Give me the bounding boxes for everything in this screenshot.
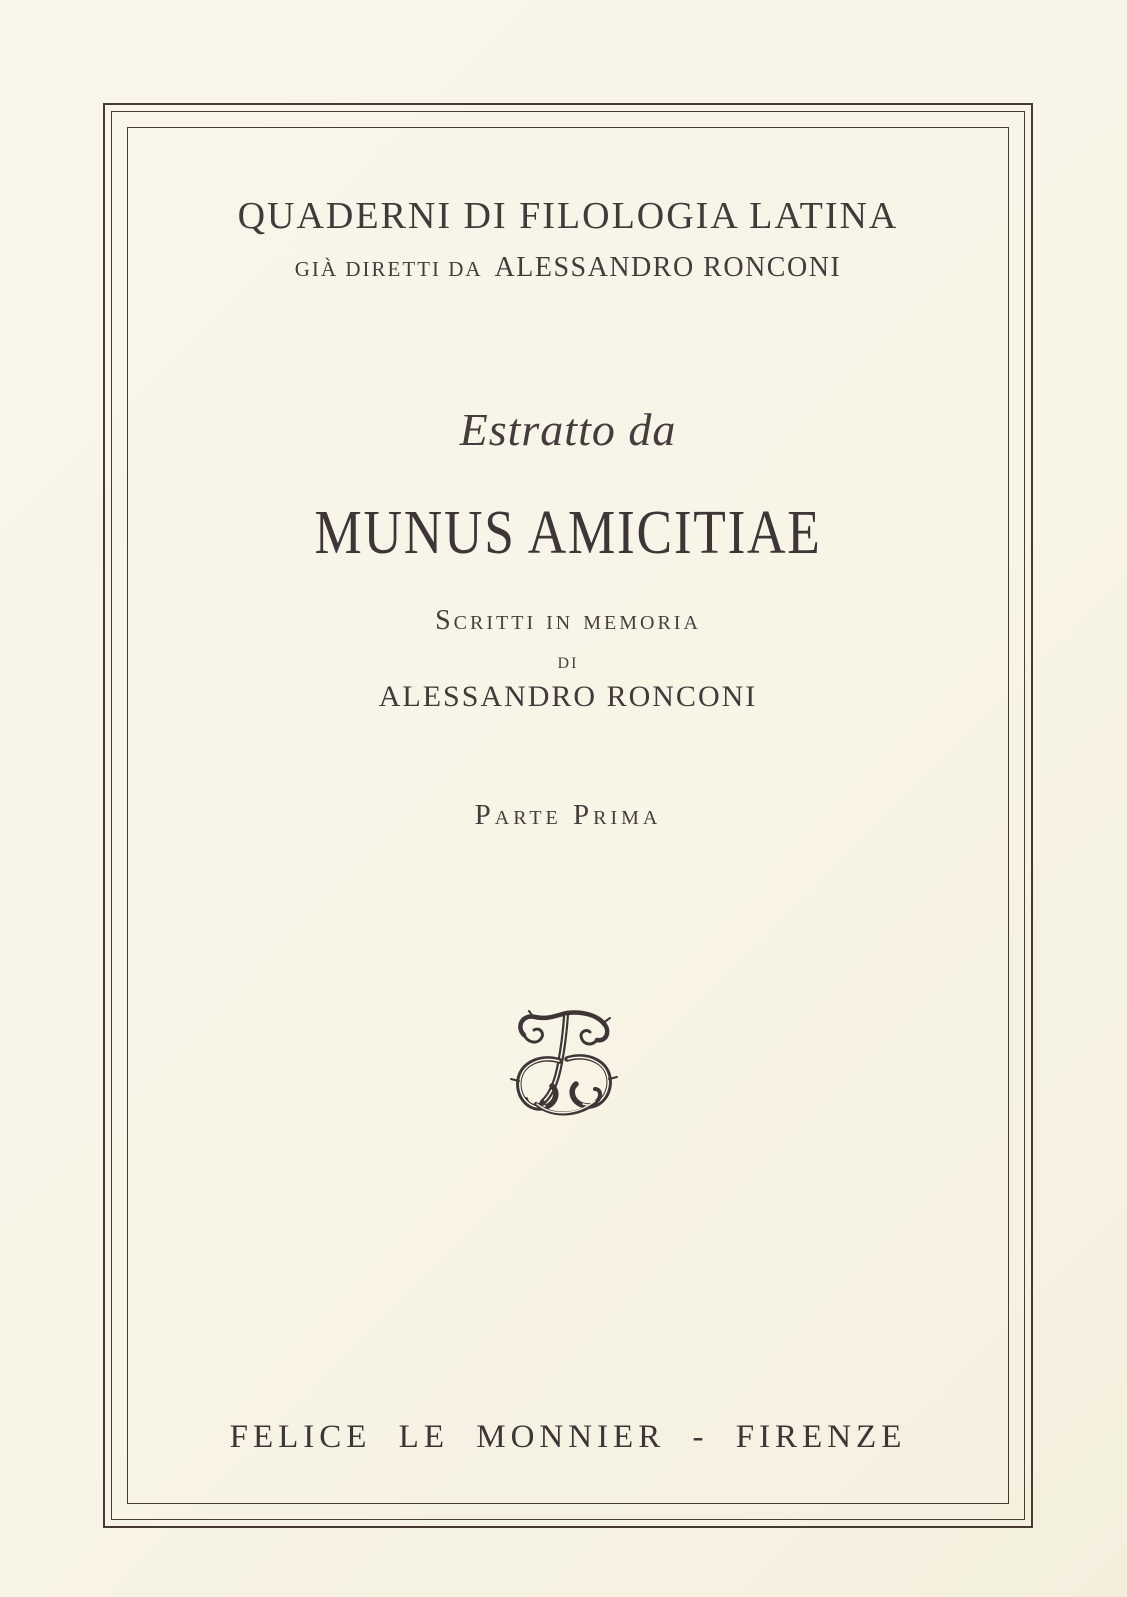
main-title: MUNUS AMICITIAE <box>314 499 822 567</box>
series-editors-prefix: GIÀ DIRETTI DA <box>294 257 483 281</box>
le-monnier-monogram-icon <box>503 1003 625 1129</box>
series-title: QUADERNI DI FILOLOGIA LATINA <box>237 195 899 237</box>
memorial-di: di <box>557 648 579 673</box>
series-editors-line <box>118 254 1018 282</box>
memorial-name: ALESSANDRO RONCONI <box>378 680 758 713</box>
publisher-emblem-container <box>0 1003 1127 1129</box>
publisher-line: FELICE LE MONNIER - FIRENZE <box>229 1419 907 1455</box>
extract-label: Estratto da <box>459 404 677 455</box>
part-label: Parte Prima <box>474 799 662 831</box>
memorial-line: Scritti in memoria <box>435 605 701 636</box>
series-editors-name: ALESSANDRO RONCONI <box>494 252 842 283</box>
